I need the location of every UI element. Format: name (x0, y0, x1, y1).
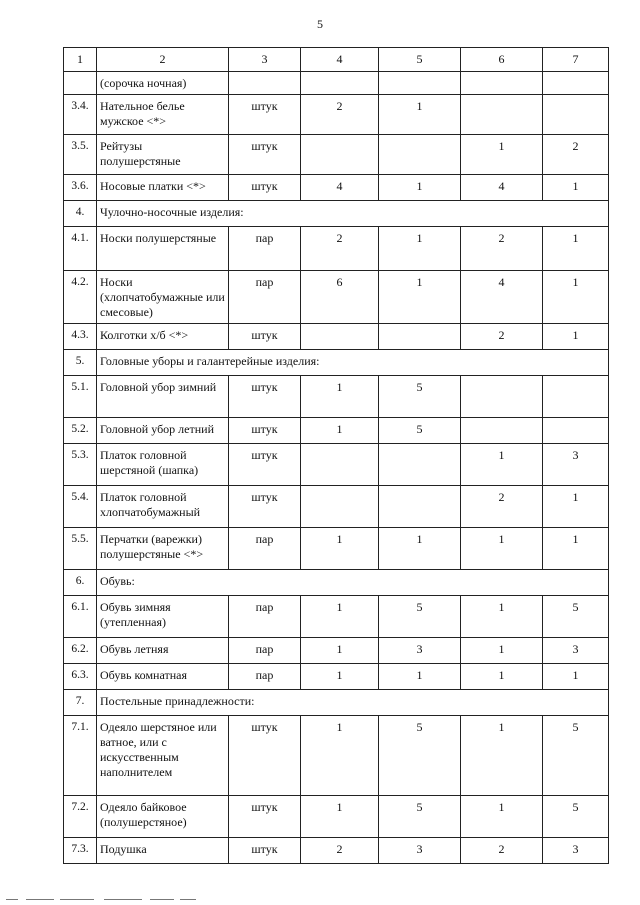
col-4-value: 2 (301, 838, 379, 864)
col-6-value (461, 418, 543, 444)
col-7-value: 5 (543, 796, 609, 838)
col-6-value: 1 (461, 638, 543, 664)
table-row (64, 486, 609, 528)
item-name: Обувь зимняя (утепленная) (97, 596, 229, 638)
item-name: Носки полушерстяные (97, 227, 229, 271)
col-7-value: 5 (543, 716, 609, 796)
section-number: 7. (64, 690, 97, 716)
item-unit: штук (229, 796, 301, 838)
table-row (64, 638, 609, 664)
table-row (64, 271, 609, 324)
col-4-value: 1 (301, 418, 379, 444)
col-5-value: 1 (379, 227, 461, 271)
section-number: 5. (64, 350, 97, 376)
table-row (64, 95, 609, 135)
header-col-7: 7 (543, 48, 609, 72)
col-4-value: 1 (301, 376, 379, 418)
table-row (64, 72, 609, 95)
col-7-value (543, 72, 609, 95)
col-5-value (379, 444, 461, 486)
col-4-value: 1 (301, 638, 379, 664)
item-name: Носки (хлопчатобумажные или смесовые) (97, 271, 229, 324)
col-5-value: 1 (379, 175, 461, 201)
item-number: 4.3. (64, 324, 97, 350)
item-number: 5.2. (64, 418, 97, 444)
header-col-5: 5 (379, 48, 461, 72)
item-name: Подушка (97, 838, 229, 864)
col-7-value: 1 (543, 175, 609, 201)
section-row (64, 690, 609, 716)
col-7-value: 1 (543, 271, 609, 324)
col-6-value: 1 (461, 716, 543, 796)
col-4-value (301, 135, 379, 175)
table-row (64, 796, 609, 838)
item-name: Обувь летняя (97, 638, 229, 664)
item-name: Перчатки (варежки) полушерстяные <*> (97, 528, 229, 570)
table-row (64, 376, 609, 418)
col-7-value (543, 376, 609, 418)
item-name: Носовые платки <*> (97, 175, 229, 201)
item-unit: штук (229, 175, 301, 201)
col-6-value: 1 (461, 664, 543, 690)
col-6-value (461, 376, 543, 418)
item-unit: штук (229, 376, 301, 418)
item-number: 7.1. (64, 716, 97, 796)
item-name: Обувь комнатная (97, 664, 229, 690)
table-row (64, 838, 609, 864)
item-number: 6.2. (64, 638, 97, 664)
col-4-value: 1 (301, 716, 379, 796)
col-5-value: 3 (379, 638, 461, 664)
norms-table (63, 47, 609, 864)
item-unit: штук (229, 444, 301, 486)
col-6-value (461, 95, 543, 135)
item-number: 4.2. (64, 271, 97, 324)
col-6-value: 2 (461, 324, 543, 350)
col-6-value: 2 (461, 486, 543, 528)
col-4-value: 2 (301, 95, 379, 135)
item-unit: пар (229, 596, 301, 638)
col-5-value (379, 72, 461, 95)
item-number: 5.4. (64, 486, 97, 528)
item-unit: пар (229, 271, 301, 324)
item-unit: штук (229, 324, 301, 350)
col-5-value: 1 (379, 95, 461, 135)
table-row (64, 596, 609, 638)
section-title: Чулочно-носочные изделия: (97, 201, 609, 227)
table-row (64, 444, 609, 486)
item-name: Нательное белье мужское <*> (97, 95, 229, 135)
section-row (64, 201, 609, 227)
item-number: 7.2. (64, 796, 97, 838)
col-6-value: 1 (461, 596, 543, 638)
col-4-value (301, 444, 379, 486)
col-4-value: 6 (301, 271, 379, 324)
item-number: 7.3. (64, 838, 97, 864)
col-5-value: 5 (379, 716, 461, 796)
item-name: (сорочка ночная) (97, 72, 229, 95)
col-4-value: 2 (301, 227, 379, 271)
col-7-value: 1 (543, 486, 609, 528)
col-5-value: 5 (379, 596, 461, 638)
col-6-value (461, 72, 543, 95)
header-col-6: 6 (461, 48, 543, 72)
table-row (64, 716, 609, 796)
item-unit: пар (229, 664, 301, 690)
table-row (64, 227, 609, 271)
item-unit: штук (229, 135, 301, 175)
col-6-value: 4 (461, 271, 543, 324)
item-number: 6.3. (64, 664, 97, 690)
table-row (64, 418, 609, 444)
col-4-value (301, 486, 379, 528)
col-6-value: 2 (461, 838, 543, 864)
section-title: Постельные принадлежности: (97, 690, 609, 716)
col-5-value (379, 486, 461, 528)
item-number: 3.5. (64, 135, 97, 175)
header-col-2: 2 (97, 48, 229, 72)
item-unit: пар (229, 528, 301, 570)
col-5-value: 5 (379, 376, 461, 418)
col-6-value: 1 (461, 135, 543, 175)
col-7-value: 1 (543, 324, 609, 350)
section-title: Обувь: (97, 570, 609, 596)
item-unit: штук (229, 838, 301, 864)
col-4-value: 4 (301, 175, 379, 201)
col-7-value: 3 (543, 444, 609, 486)
item-number: 3.4. (64, 95, 97, 135)
header-col-1: 1 (64, 48, 97, 72)
item-unit: пар (229, 638, 301, 664)
item-unit: штук (229, 95, 301, 135)
item-name: Платок головной шерстяной (шапка) (97, 444, 229, 486)
item-name: Одеяло шерстяное или ватное, или с искусственным наполнителем (97, 716, 229, 796)
item-name: Колготки х/б <*> (97, 324, 229, 350)
header-row (64, 48, 609, 72)
table-row (64, 324, 609, 350)
item-number: 5.1. (64, 376, 97, 418)
table-row (64, 135, 609, 175)
col-5-value: 1 (379, 528, 461, 570)
page-number: 5 (317, 17, 323, 31)
col-6-value: 2 (461, 227, 543, 271)
header-col-3: 3 (229, 48, 301, 72)
item-unit: штук (229, 716, 301, 796)
item-unit: штук (229, 486, 301, 528)
col-4-value: 1 (301, 596, 379, 638)
col-6-value: 4 (461, 175, 543, 201)
col-6-value: 1 (461, 796, 543, 838)
col-7-value (543, 418, 609, 444)
col-4-value (301, 324, 379, 350)
col-4-value: 1 (301, 796, 379, 838)
col-7-value: 1 (543, 227, 609, 271)
table-row (64, 528, 609, 570)
item-number: 5.3. (64, 444, 97, 486)
col-5-value: 3 (379, 838, 461, 864)
col-5-value (379, 135, 461, 175)
table-row (64, 664, 609, 690)
col-7-value: 2 (543, 135, 609, 175)
item-name: Рейтузы полушерстяные (97, 135, 229, 175)
col-4-value: 1 (301, 528, 379, 570)
section-row (64, 570, 609, 596)
col-6-value: 1 (461, 528, 543, 570)
table-row (64, 175, 609, 201)
col-5-value: 5 (379, 796, 461, 838)
col-7-value: 3 (543, 638, 609, 664)
section-number: 6. (64, 570, 97, 596)
table-body (64, 72, 609, 864)
scan-edge-artifact (0, 895, 640, 905)
col-7-value: 1 (543, 664, 609, 690)
col-5-value: 1 (379, 664, 461, 690)
col-6-value: 1 (461, 444, 543, 486)
col-4-value: 1 (301, 664, 379, 690)
col-7-value (543, 95, 609, 135)
section-title: Головные уборы и галантерейные изделия: (97, 350, 609, 376)
item-name: Головной убор зимний (97, 376, 229, 418)
col-4-value (301, 72, 379, 95)
item-number: 3.6. (64, 175, 97, 201)
item-name: Одеяло байковое (полушерстяное) (97, 796, 229, 838)
header-col-4: 4 (301, 48, 379, 72)
item-name: Платок головной хлопчатобумажный (97, 486, 229, 528)
item-name: Головной убор летний (97, 418, 229, 444)
item-number (64, 72, 97, 95)
section-row (64, 350, 609, 376)
col-7-value: 1 (543, 528, 609, 570)
col-5-value (379, 324, 461, 350)
col-7-value: 3 (543, 838, 609, 864)
col-5-value: 5 (379, 418, 461, 444)
item-unit: пар (229, 227, 301, 271)
table-header (64, 48, 609, 72)
col-7-value: 5 (543, 596, 609, 638)
item-unit (229, 72, 301, 95)
item-number: 6.1. (64, 596, 97, 638)
section-number: 4. (64, 201, 97, 227)
item-number: 5.5. (64, 528, 97, 570)
item-unit: штук (229, 418, 301, 444)
item-number: 4.1. (64, 227, 97, 271)
col-5-value: 1 (379, 271, 461, 324)
